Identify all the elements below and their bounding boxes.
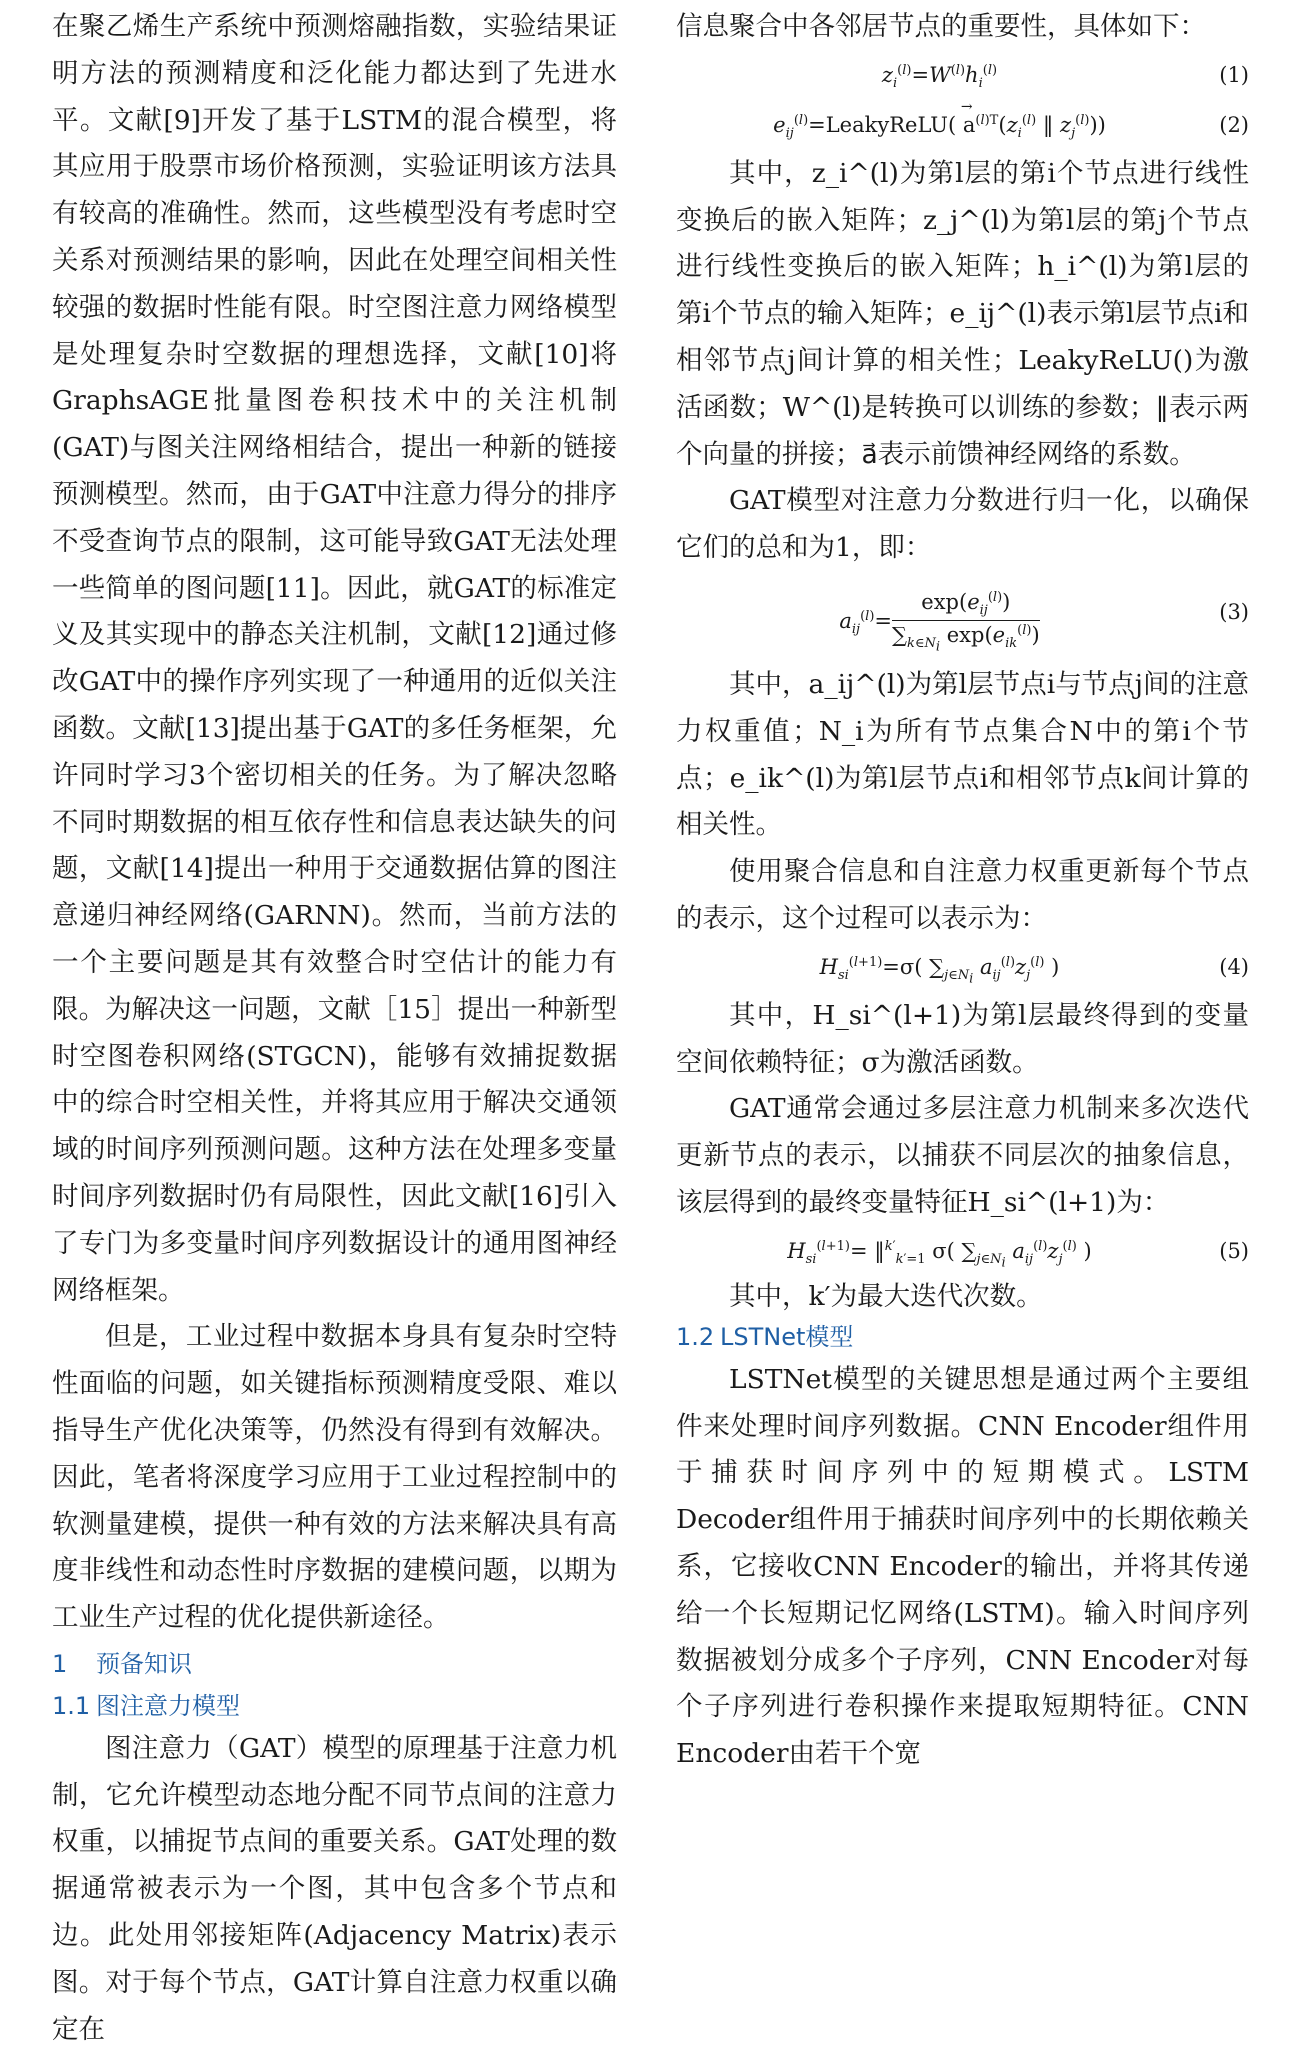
paragraph: 在聚乙烯生产系统中预测熔融指数，实验结果证明方法的预测精度和泛化能力都达到了先进水平。文献[9]开发了基于LSTM的混合模型，将其应用于股票市场价格预测，实验证明该方法具有较高的准确性。然而，这些模型没有考虑时空关系对预测结果的影响，因此在处理空间相关性较强的数据时性能有限。时空图注意力网络模型是处理复杂时空数据的理想选择，文献[10]将GraphsAGE批量图卷积技术中的关注机制(GAT)与图关注网络相结合，提出一种新的链接预测模型。然而，由于GAT中注意力得分的排序不受查询节点的限制，这可能导致GAT无法处理一些简单的图问题[11]。因此，就GAT的标准定义及其实现中的静态关注机制，文献[12]通过修改GAT中的操作序列实现了一种通用的近似关注函数。文献[13]提出基于GAT的多任务框架，允许同时学习3个密切相关的任务。为了解决忽略不同时期数据的相互依存性和信息表达缺失的问题，文献[14]提出一种用于交通数据估算的图注意递归神经网络(GARNN)。然而，当前方法的一个主要问题是其有效整合时空估计的能力有限。为解决这一问题，文献［15］提出一种新型时空图卷积网络(STGCN)，能够有效捕捉数据中的综合时空相关性，并将其应用于解决交通领域的时间序列预测问题。这种方法在处理多变量时间序列数据时仍有局限性，因此文献[16]引入了专门为多变量时间序列数据设计的通用图神经网络框架。 — [52, 11, 617, 1306]
equation-number: (5) — [1219, 1238, 1249, 1263]
paragraph: 其中，k′为最大迭代次数。 — [729, 1280, 1043, 1312]
paragraph: 但是，工业过程中数据本身具有复杂时空特性面临的问题，如关键指标预测精度受限、难以指导生产优化决策等，仍然没有得到有效解决。因此，笔者将深度学习应用于工业过程控制中的软测量建模，提供一种有效的方法来解决具有高度非线性和动态性时序数据的建模问题，以期为工业生产过程的优化提供新途径。 — [52, 1321, 617, 1634]
paragraph: 其中，z_i^(l)为第l层的第i个节点进行线性变换后的嵌入矩阵；z_j^(l)为第l层的第j个节点进行线性变换后的嵌入矩阵；h_i^(l)为第l层的第i个节点的输入矩阵；e_ij^(l)表示第l层节点i和相邻节点j间计算的相关性；LeakyReLU()为激活函数；W^(l)是转换可以训练的参数；‖表示两个向量的拼接；a⃗表示前馈神经网络的系数。 — [676, 157, 1249, 470]
left-column — [52, 4, 617, 2053]
paragraph: 其中，H_si^(l+1)为第l层最终得到的变量空间依赖特征；σ为激活函数。 — [676, 999, 1249, 1078]
paragraph: 其中，a_ij^(l)为第l层节点i与节点j间的注意力权重值；N_i为所有节点集合N中的第i个节点；e_ik^(l)为第l层节点i和相邻节点k间计算的相关性。 — [676, 668, 1249, 841]
equation-5 — [676, 1227, 1249, 1277]
section-title: 预备知识 — [96, 1649, 192, 1678]
subsection-number: 1.2 — [676, 1322, 715, 1351]
subsection-title: LSTNet模型 — [720, 1322, 854, 1351]
right-column — [676, 4, 1249, 1778]
paragraph: GAT通常会通过多层注意力机制来多次迭代更新节点的表示，以捕获不同层次的抽象信息，该层得到的最终变量特征H_si^(l+1)为： — [676, 1093, 1249, 1218]
paragraph: 使用聚合信息和自注意力权重更新每个节点的表示，这个过程可以表示为： — [676, 856, 1249, 934]
equation-body: $H_{si}^{(l+1)}=\sigma$( $\sum_{j\in N_i}$ $a_{ij}^{(l)}z_j^{(l)}$ ) — [819, 954, 1060, 987]
subsection-number: 1.1 — [52, 1691, 91, 1720]
equation-number: (1) — [1219, 62, 1249, 87]
subsection-heading — [676, 1317, 1249, 1357]
paragraph: GAT模型对注意力分数进行归一化，以确保它们的总和为1，即： — [676, 485, 1249, 564]
section-number: 1 — [52, 1649, 68, 1678]
equation-number: (2) — [1219, 112, 1249, 137]
equation-body: $z_i^{(l)}=W^{(l)}h_i^{(l)}$ — [881, 62, 998, 91]
equation-body: $a_{ij}^{(l)}=$ $\frac{\exp(e_{ij}^{(l)})}{\sum_{k\in N_i} \exp(e_{ik}^{(l)})}$ — [839, 589, 1040, 655]
paragraph: 信息聚合中各邻居节点的重要性，具体如下： — [676, 11, 1206, 42]
equation-4 — [676, 943, 1249, 993]
equation-2 — [676, 98, 1249, 151]
paragraph: LSTNet模型的关键思想是通过两个主要组件来处理时间序列数据。CNN Encoder组件用于捕获时间序列中的短期模式。LSTM Decoder组件用于捕获时间序列中的长期依赖关系，它接收CNN Encoder的输出，并将其传递给一个长短期记忆网络(LSTM)。输入时间序列数据被划分成多个子序列，CNN Encoder对每个子序列进行卷积操作来提取短期特征。CNN Encoder由若干个宽 — [676, 1363, 1249, 1770]
equation-body: $H_{si}^{(l+1)}=$ ‖$^{k'}_{k'=1}$ σ( $\sum_{j\in N_i}$ $a_{ij}^{(l)}z_j^{(l)}$ ) — [787, 1238, 1092, 1271]
subsection-title: 图注意力模型 — [96, 1691, 240, 1720]
equation-body: $e_{ij}^{(l)}=LeakyReLU$( a → $^{(l)T}(z_i^{(l)}$ ‖ $z_j^{(l)}$)) — [773, 98, 1106, 141]
equation-number: (4) — [1219, 954, 1249, 979]
equation-1 — [676, 51, 1249, 101]
section-heading — [52, 1642, 617, 1686]
equation-3 — [676, 572, 1249, 662]
paragraph: 图注意力（GAT）模型的原理基于注意力机制，它允许模型动态地分配不同节点间的注意力权重，以捕捉节点间的重要关系。GAT处理的数据通常被表示为一个图，其中包含多个节点和边。此处用邻接矩阵(Adjacency Matrix)表示图。对于每个节点，GAT计算自注意力权重以确定在 — [52, 1732, 617, 2045]
equation-number: (3) — [1219, 599, 1249, 624]
subsection-heading — [52, 1686, 617, 1726]
